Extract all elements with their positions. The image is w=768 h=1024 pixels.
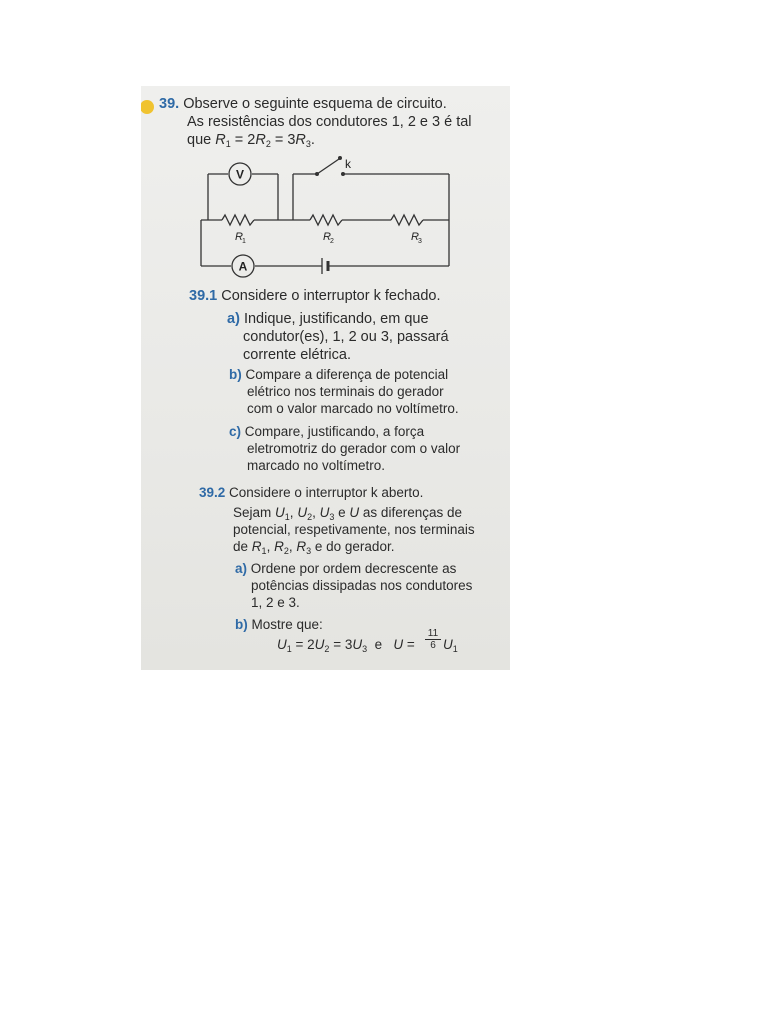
bullet-marker [141,100,154,114]
fraction: 11 6 [425,628,441,651]
question-number: 39. [159,96,180,112]
voltmeter-label: V [235,167,245,182]
item-1b: b) Compare a diferença de potencial [229,367,449,382]
part-1-title: Considere o interruptor k fechado. [221,288,441,304]
circuit-diagram [191,154,466,282]
item-1b-line-2: elétrico nos terminais do gerador [247,384,444,399]
question-line-2: As resistências dos condutores 1, 2 e 3 é tal [187,114,472,130]
part-2-heading [199,484,423,502]
item-1a-line-2: condutor(es), 1, 2 ou 3, passará [243,329,449,345]
part-2-title: Considere o interruptor k aberto. [229,485,424,500]
voltage-equation: $U_1 = 2U_2 = 3U_3$ e U = [277,637,415,654]
item-2a: a) Ordene por ordem decrescente as [235,561,457,576]
resistor-r2 [310,215,342,225]
part-2-intro-line-1: Sejam $U_1$, $U_2$, $U_3$ e U as diferenças de [233,505,462,522]
switch-k [317,159,339,174]
svg-text:3: 3 [418,238,422,245]
part-1-heading [189,288,441,306]
ammeter-label: A [238,259,248,274]
part-2-number: 39.2 [199,485,226,500]
resistor-r3 [391,215,423,225]
part-2-intro-line-2: potencial, respetivamente, nos terminais [233,522,475,537]
part-2-intro-line-3: de $R_1$, $R_2$, $R_3$ e do gerador. [233,539,395,556]
item-1c: c) Compare, justificando, a força [229,424,425,439]
textbook-page-photo [141,86,510,670]
r1-label: R [235,231,243,243]
question-intro: Observe o seguinte esquema de circuito. [183,96,447,112]
r2-label: R [323,231,331,243]
question-line-1 [159,96,447,114]
question-line-3: que $R_1 = 2R_2 = 3R_3$. [187,132,315,149]
item-2a-line-3: 1, 2 e 3. [251,595,300,610]
switch-label: k [345,157,351,171]
svg-text:1: 1 [242,238,246,245]
svg-text:2: 2 [330,238,334,245]
item-2a-line-2: potências dissipadas nos condutores [251,578,473,593]
resistor-r1 [222,215,254,225]
item-2b: b) Mostre que: [235,617,323,632]
item-1a: a) Indique, justificando, em que [227,311,429,327]
r3-label: R [411,231,419,243]
fraction-u1: $U_1$ [443,637,458,654]
part-1-number: 39.1 [189,288,218,304]
item-1c-line-2: eletromotriz do gerador com o valor [247,441,461,456]
item-1b-line-3: com o valor marcado no voltímetro. [247,401,459,416]
item-1c-line-3: marcado no voltímetro. [247,458,386,473]
item-1a-line-3: corrente elétrica. [243,347,351,363]
